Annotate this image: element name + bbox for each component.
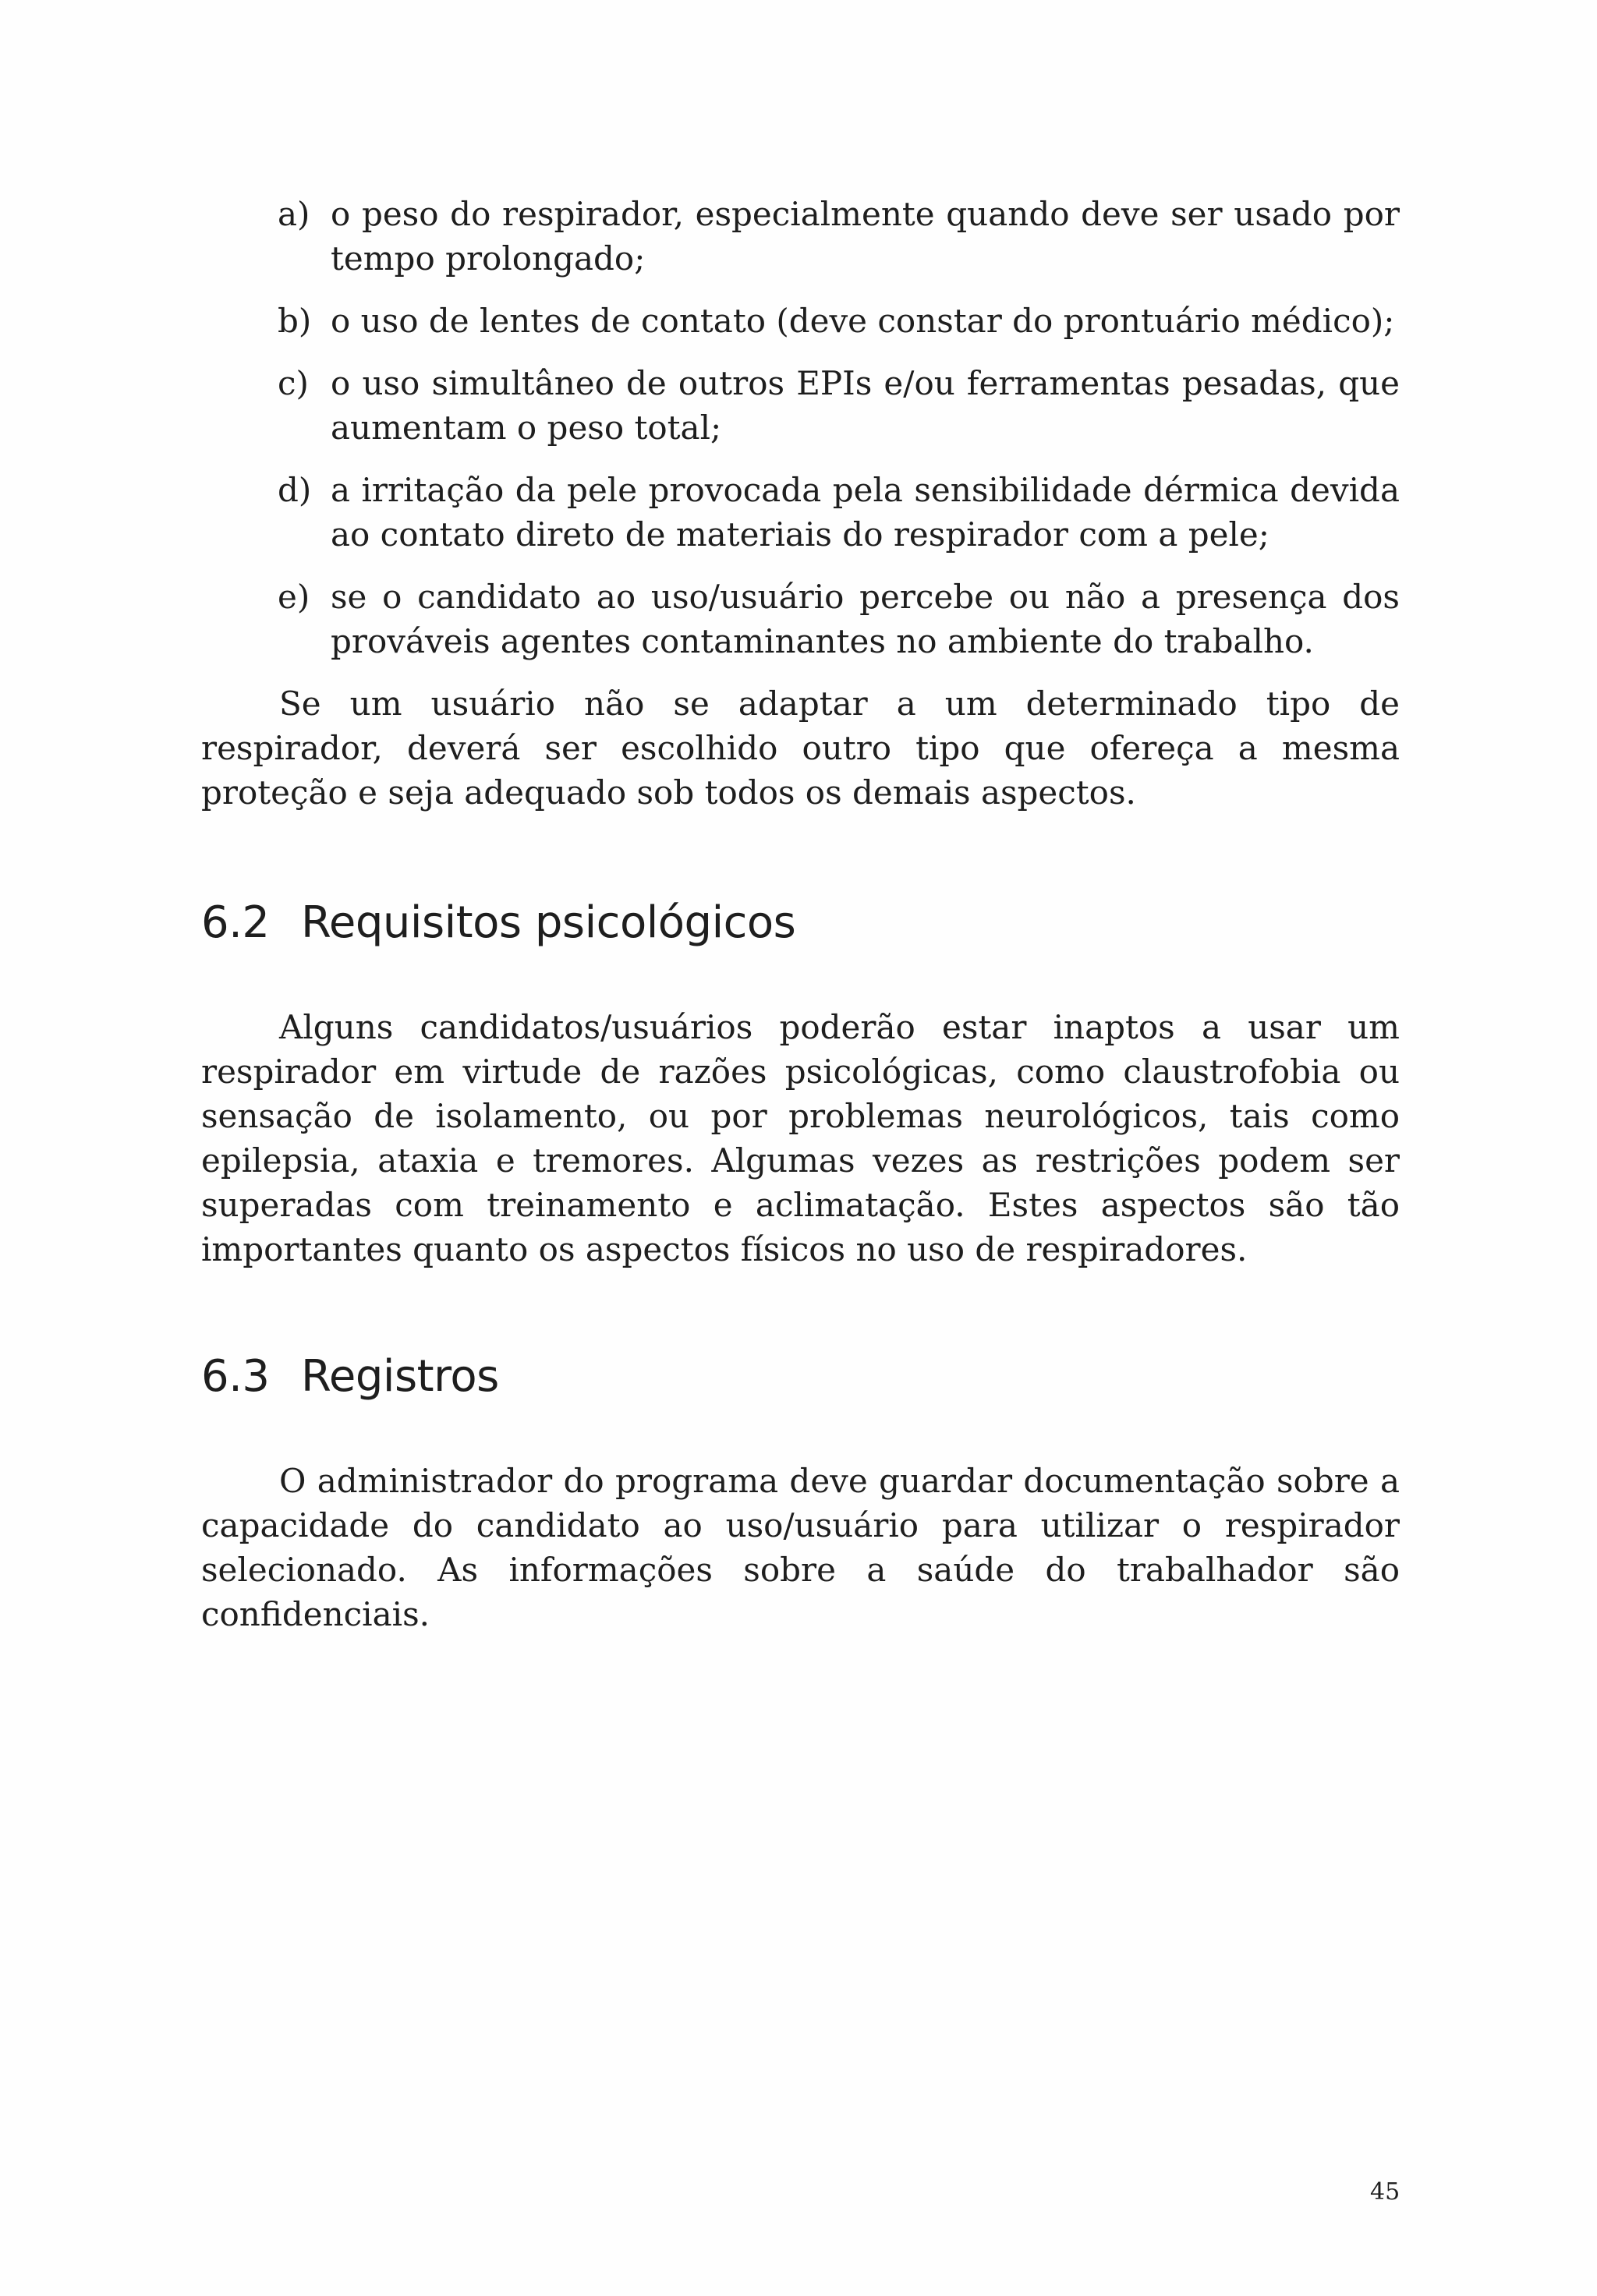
- section-heading-6-3: [201, 1350, 1400, 1404]
- section-number: 6.3: [201, 1351, 270, 1402]
- section-heading-6-2: [201, 896, 1400, 950]
- intro-paragraph: Se um usuário não se adaptar a um determinado tipo de respirador, deverá ser escolhido outro tipo que ofereça a mesma proteção e seja adequado sob todos os demais aspectos.: [201, 685, 1400, 812]
- section-6-2-paragraph: Alguns candidatos/usuários poderão estar inaptos a usar um respirador em virtude de razões psicológicas, como claustrofobia ou sensação de isolamento, ou por problemas neurológicos, tais como epilepsia, ataxia e tremores. Algumas vezes as restrições podem ser superadas com treinamento e aclimatação. Estes aspectos são tão importantes quanto os aspectos físicos no uso de respiradores.: [201, 1008, 1400, 1268]
- section-title: Requisitos psicológicos: [301, 897, 796, 948]
- list-item-text: o uso de lentes de contato (deve constar do prontuário médico);: [331, 302, 1395, 340]
- list-marker: c): [278, 364, 309, 402]
- factor-list: [201, 192, 1400, 663]
- list-marker: d): [278, 471, 312, 509]
- list-item-text: se o candidato ao uso/usuário percebe ou não a presença dos prováveis agentes contaminantes no ambiente do trabalho.: [331, 578, 1400, 660]
- list-item: [201, 575, 1400, 663]
- list-marker: e): [278, 578, 310, 616]
- page-content: [201, 192, 1400, 1636]
- list-item: [201, 192, 1400, 281]
- list-marker: a): [278, 195, 310, 233]
- section-number: 6.2: [201, 897, 270, 948]
- list-item-text: a irritação da pele provocada pela sensibilidade dérmica devida ao contato direto de materiais do respirador com a pele;: [331, 471, 1400, 554]
- list-item-text: o uso simultâneo de outros EPIs e/ou ferramentas pesadas, que aumentam o peso total;: [331, 364, 1400, 447]
- section-title: Registros: [301, 1351, 499, 1402]
- list-item: [201, 361, 1400, 450]
- list-item-text: o peso do respirador, especialmente quando deve ser usado por tempo prolongado;: [331, 195, 1400, 278]
- section-6-3-paragraph: O administrador do programa deve guardar documentação sobre a capacidade do candidato ao uso/usuário para utilizar o respirador selecionado. As informações sobre a saúde do trabalhador são confidenciais.: [201, 1462, 1400, 1633]
- list-marker: b): [278, 302, 312, 340]
- page-number: 45: [1370, 2178, 1400, 2206]
- list-item: [201, 299, 1400, 343]
- list-item: [201, 468, 1400, 557]
